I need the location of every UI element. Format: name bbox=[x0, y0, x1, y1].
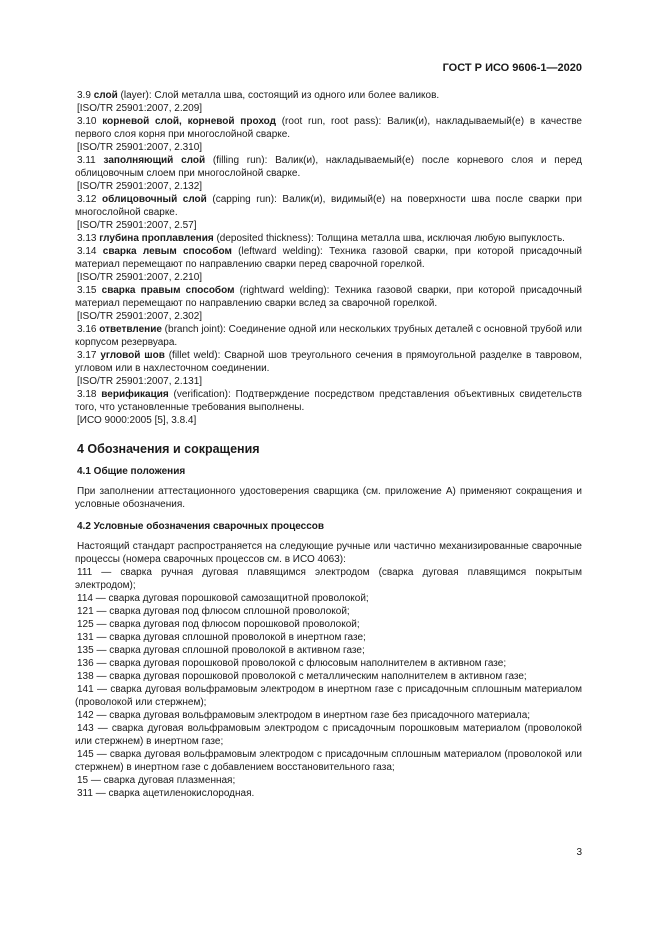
term-entry bbox=[75, 284, 582, 310]
term-name: заполняющий слой bbox=[103, 155, 206, 166]
terms-list bbox=[75, 89, 582, 427]
term-entry bbox=[75, 323, 582, 349]
process-item: 15 — сварка дуговая плазменная; bbox=[77, 775, 236, 786]
process-item: 131 — сварка дуговая сплошной проволокой в инертном газе; bbox=[77, 632, 366, 643]
process-list bbox=[75, 566, 582, 800]
term-name: сварка левым способом bbox=[102, 246, 232, 257]
term-name: глубина проплавления bbox=[99, 233, 214, 244]
term-number: 3.11 bbox=[77, 155, 96, 166]
page-content bbox=[75, 89, 582, 800]
term-entry bbox=[75, 349, 582, 375]
term-definition: (layer): Слой металла шва, состоящий из одного или более валиков. bbox=[117, 90, 440, 101]
term-number: 3.14 bbox=[77, 246, 97, 257]
process-item: 311 — сварка ацетиленокислородная. bbox=[77, 788, 255, 799]
term-name: облицовочный слой bbox=[102, 194, 207, 205]
process-item: 114 — сварка дуговая порошковой самозащитной проволокой; bbox=[77, 593, 369, 604]
term-definition: (root run, root pass): Валик(и), накладываемый(е) в качестве первого слоя корня при многослойной сварке. bbox=[75, 116, 582, 140]
term-reference: [ИСО 9000:2005 [5], 3.8.4] bbox=[77, 415, 197, 426]
section-4-title: 4 Обозначения и сокращения bbox=[77, 442, 260, 456]
term-name: сварка правым способом bbox=[101, 285, 235, 296]
term-entry bbox=[75, 245, 582, 271]
term-reference: [ISO/TR 25901:2007, 2.310] bbox=[77, 142, 203, 153]
term-reference: [ISO/TR 25901:2007, 2.209] bbox=[77, 103, 203, 114]
term-definition: (capping run): Валик(и), видимый(е) на поверхности шва после сварки при многослойной сварке. bbox=[75, 194, 582, 218]
term-definition: (leftward welding): Техника газовой сварки, при которой присадочный материал перемещают по направлению сварки перед сварочной горелкой. bbox=[75, 246, 582, 270]
term-number: 3.12 bbox=[77, 194, 97, 205]
term-entry bbox=[75, 388, 582, 414]
term-definition: (rightward welding): Техника газовой сварки, при которой присадочный материал перемещают по направлению сварки вслед за сварочной горелкой. bbox=[75, 285, 582, 309]
term-name: верификация bbox=[101, 389, 169, 400]
subsection-4-1-text: При заполнении аттестационного удостоверения сварщика (см. приложение А) применяют сокращения и условные обозначения. bbox=[75, 486, 582, 510]
process-item: 111 — сварка ручная дуговая плавящимся электродом (сварка дуговая плавящимся покрытым электродом); bbox=[75, 567, 582, 591]
process-item: 143 — сварка дуговая вольфрамовым электродом с присадочным порошковым материалом (проволокой или стержнем) в инертном газе; bbox=[75, 723, 582, 747]
process-item: 138 — сварка дуговая порошковой проволокой с металлическим наполнителем в активном газе; bbox=[77, 671, 527, 682]
term-reference: [ISO/TR 25901:2007, 2.57] bbox=[77, 220, 197, 231]
subsection-4-2-title: 4.2 Условные обозначения сварочных процессов bbox=[77, 521, 325, 532]
standard-header: ГОСТ Р ИСО 9606-1—2020 bbox=[442, 62, 582, 74]
process-item: 142 — сварка дуговая вольфрамовым электродом в инертном газе без присадочного материала; bbox=[77, 710, 531, 721]
page-number: 3 bbox=[576, 847, 582, 858]
term-name: ответвление bbox=[99, 324, 162, 335]
term-reference: [ISO/TR 25901:2007, 2.131] bbox=[77, 376, 203, 387]
term-name: слой bbox=[93, 90, 118, 101]
subsection-4-1-title: 4.1 Общие положения bbox=[77, 466, 186, 477]
term-number: 3.17 bbox=[77, 350, 97, 361]
term-definition: (verification): Подтверждение посредством представления объективных свидетельств того, что установленные требования выполнены. bbox=[75, 389, 582, 413]
process-item: 141 — сварка дуговая вольфрамовым электродом в инертном газе с присадочным сплошным материалом (проволокой или стержнем); bbox=[75, 684, 582, 708]
term-name: угловой шов bbox=[100, 350, 165, 361]
process-item: 125 — сварка дуговая под флюсом порошковой проволокой; bbox=[77, 619, 360, 630]
term-definition: (fillet weld): Сварной шов треугольного сечения в прямоугольной разделке в тавровом, угловом или в нахлесточном соединении. bbox=[75, 350, 583, 374]
term-number: 3.18 bbox=[77, 389, 97, 400]
term-entry bbox=[75, 154, 582, 180]
term-definition: (filling run): Валик(и), накладываемый(е) после корневого слоя и перед облицовочным слоем при многослойной сварке. bbox=[75, 155, 582, 179]
term-name: корневой слой, корневой проход bbox=[102, 116, 276, 127]
term-entry bbox=[75, 232, 582, 245]
term-reference: [ISO/TR 25901:2007, 2.210] bbox=[77, 272, 203, 283]
term-reference: [ISO/TR 25901:2007, 2.132] bbox=[77, 181, 203, 192]
term-definition: (deposited thickness): Толщина металла шва, исключая любую выпуклость. bbox=[213, 233, 565, 244]
term-number: 3.16 bbox=[77, 324, 97, 335]
term-entry bbox=[75, 193, 582, 219]
term-entry bbox=[75, 89, 582, 102]
term-entry bbox=[75, 115, 582, 141]
process-item: 121 — сварка дуговая под флюсом сплошной проволокой; bbox=[77, 606, 350, 617]
process-item: 136 — сварка дуговая порошковой проволокой с флюсовым наполнителем в активном газе; bbox=[77, 658, 507, 669]
term-number: 3.9 bbox=[77, 90, 91, 101]
process-item: 135 — сварка дуговая сплошной проволокой в активном газе; bbox=[77, 645, 365, 656]
term-number: 3.13 bbox=[77, 233, 97, 244]
process-item: 145 — сварка дуговая вольфрамовым электродом с присадочным сплошным материалом (проволокой или стержнем) в инертном газе с добавлением восстановительного газа; bbox=[75, 749, 582, 773]
term-number: 3.10 bbox=[77, 116, 97, 127]
term-definition: (branch joint): Соединение одной или нескольких трубных деталей с основной трубой или корпусом резервуара. bbox=[75, 324, 582, 348]
term-number: 3.15 bbox=[77, 285, 97, 296]
subsection-4-2-intro: Настоящий стандарт распространяется на следующие ручные или частично механизированные сварочные процессы (номера сварочных процессов см. в ИСО 4063): bbox=[75, 541, 582, 565]
term-reference: [ISO/TR 25901:2007, 2.302] bbox=[77, 311, 203, 322]
